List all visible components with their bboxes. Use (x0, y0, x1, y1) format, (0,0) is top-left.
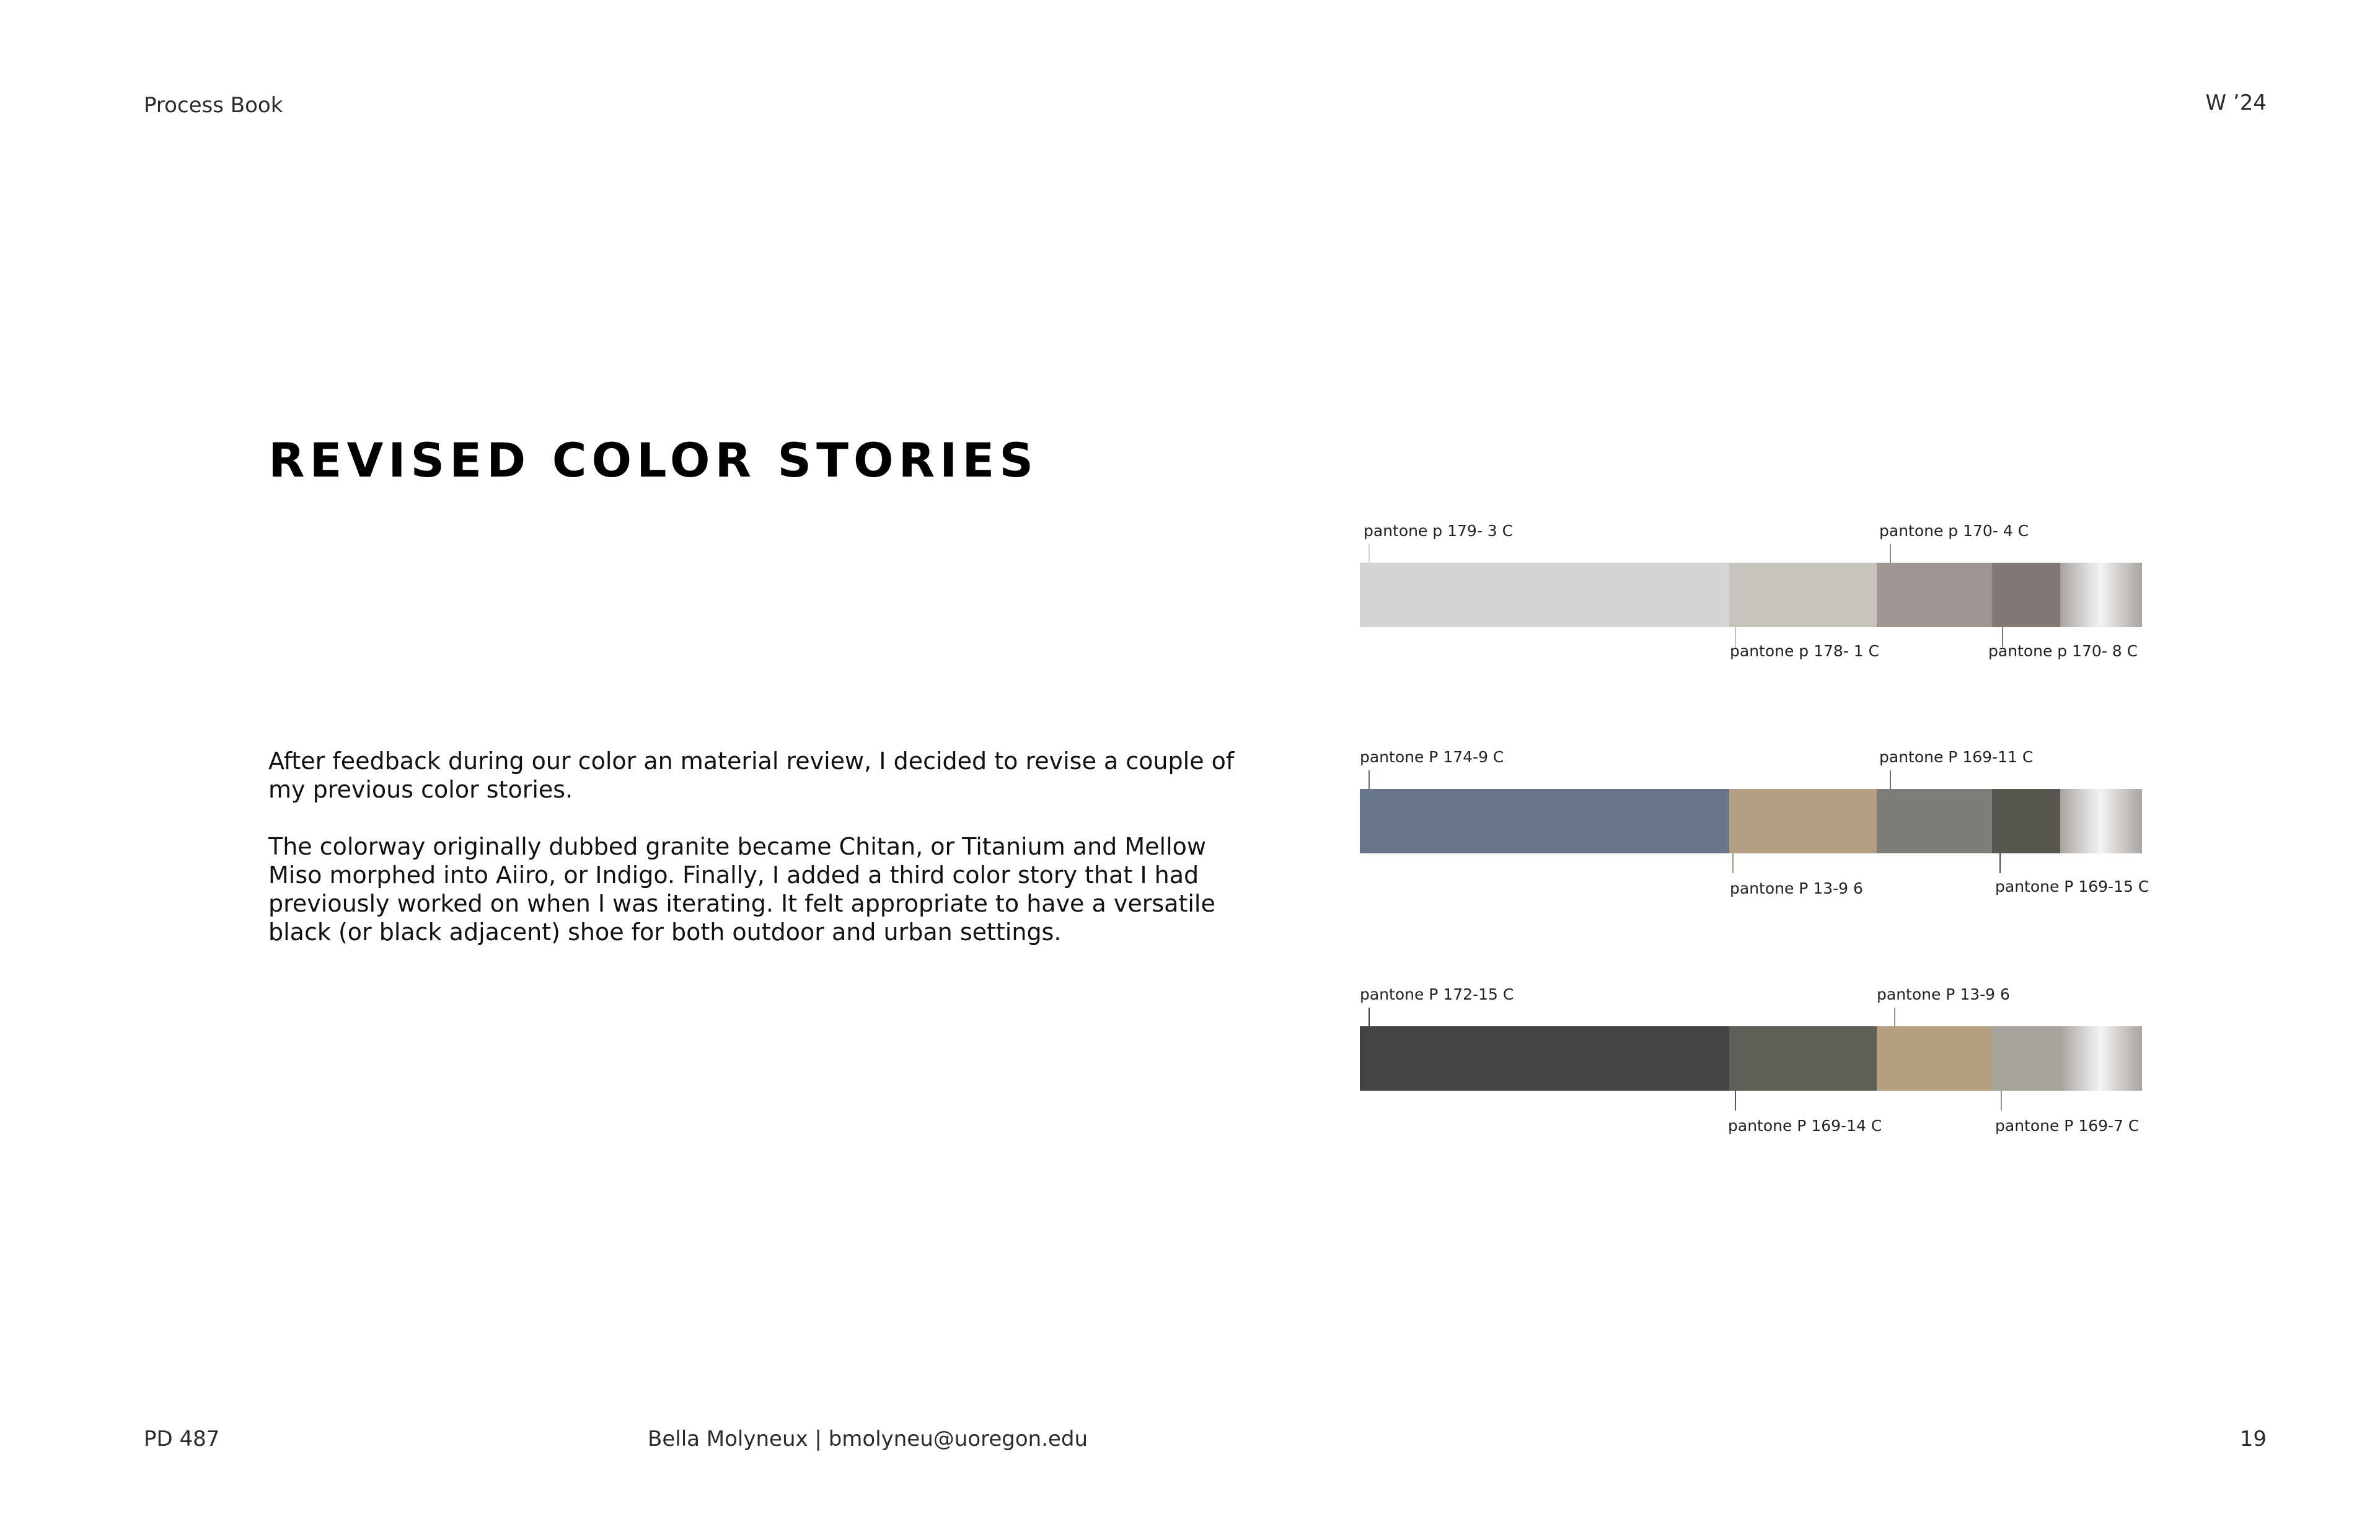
color-swatch (1729, 1026, 1877, 1091)
swatch-label-top-2: pantone p 170- 4 C (1879, 522, 2029, 540)
swatch-label-top-2: pantone P 13-9 6 (1877, 985, 2010, 1003)
metallic-swatch (2060, 563, 2142, 627)
swatch-label-top-2: pantone P 169-11 C (1879, 748, 2034, 766)
color-bar (1360, 1026, 2142, 1091)
swatch-label-top-1: pantone P 174-9 C (1360, 748, 1504, 766)
color-swatch (1729, 563, 1877, 627)
color-bar (1360, 789, 2142, 853)
header-doc-name: Process Book (144, 93, 283, 118)
label-leader (1368, 544, 1370, 564)
label-leader (1368, 770, 1370, 790)
color-bar (1360, 563, 2142, 627)
label-leader (1890, 770, 1891, 790)
color-swatch (1992, 789, 2060, 853)
color-swatch (1877, 789, 1992, 853)
page-title: REVISED COLOR STORIES (268, 433, 1039, 488)
body-copy (268, 747, 1260, 975)
swatch-label-top-1: pantone p 179- 3 C (1364, 522, 1514, 540)
swatch-label-bottom-2: pantone P 169-7 C (1995, 1117, 2140, 1135)
color-swatch (1360, 789, 1729, 853)
swatch-label-bottom-1: pantone p 178- 1 C (1730, 642, 1880, 660)
label-leader (1894, 1008, 1895, 1027)
color-swatch (1729, 789, 1877, 853)
color-story-1 (1360, 522, 2142, 660)
page-number: 19 (2239, 1427, 2267, 1451)
label-leader (1735, 1091, 1736, 1111)
metallic-swatch (2060, 789, 2142, 853)
footer-author: Bella Molyneux | bmolyneu@uoregon.edu (648, 1427, 1088, 1451)
swatch-label-bottom-1: pantone P 169-14 C (1728, 1117, 1882, 1135)
color-swatch (1360, 563, 1729, 627)
metallic-swatch (2060, 1026, 2142, 1091)
label-leader (1890, 544, 1891, 564)
swatch-label-bottom-1: pantone P 13-9 6 (1730, 879, 1863, 897)
color-story-3 (1360, 985, 2142, 1135)
body-paragraph-2: The colorway originally dubbed granite became Chitan, or Titanium and Mellow Miso morphed into Aiiro, or Indigo. Finally, I added a third color story that I had previously worked on when I was iterating. It felt appropriate to have a versatile black (or black adjacent) shoe for both outdoor and urban settings. (268, 833, 1215, 946)
color-swatch (1877, 563, 1992, 627)
color-swatch (1877, 1026, 1992, 1091)
swatch-label-bottom-2: pantone P 169-15 C (1995, 878, 2149, 895)
swatch-label-top-1: pantone P 172-15 C (1360, 985, 1514, 1003)
label-leader (1368, 1008, 1370, 1027)
color-swatch (1992, 1026, 2060, 1091)
color-swatch (1360, 1026, 1729, 1091)
label-leader (1732, 853, 1734, 873)
header-term: W ’24 (2205, 90, 2267, 115)
body-paragraph-1: After feedback during our color an material review, I decided to revise a couple of my previous color stories. (268, 747, 1235, 803)
label-leader (2001, 1091, 2002, 1111)
swatch-label-bottom-2: pantone p 170- 8 C (1988, 642, 2138, 660)
color-story-2 (1360, 748, 2149, 897)
color-swatch (1992, 563, 2060, 627)
label-leader (1999, 853, 2001, 873)
footer-course: PD 487 (144, 1427, 220, 1451)
